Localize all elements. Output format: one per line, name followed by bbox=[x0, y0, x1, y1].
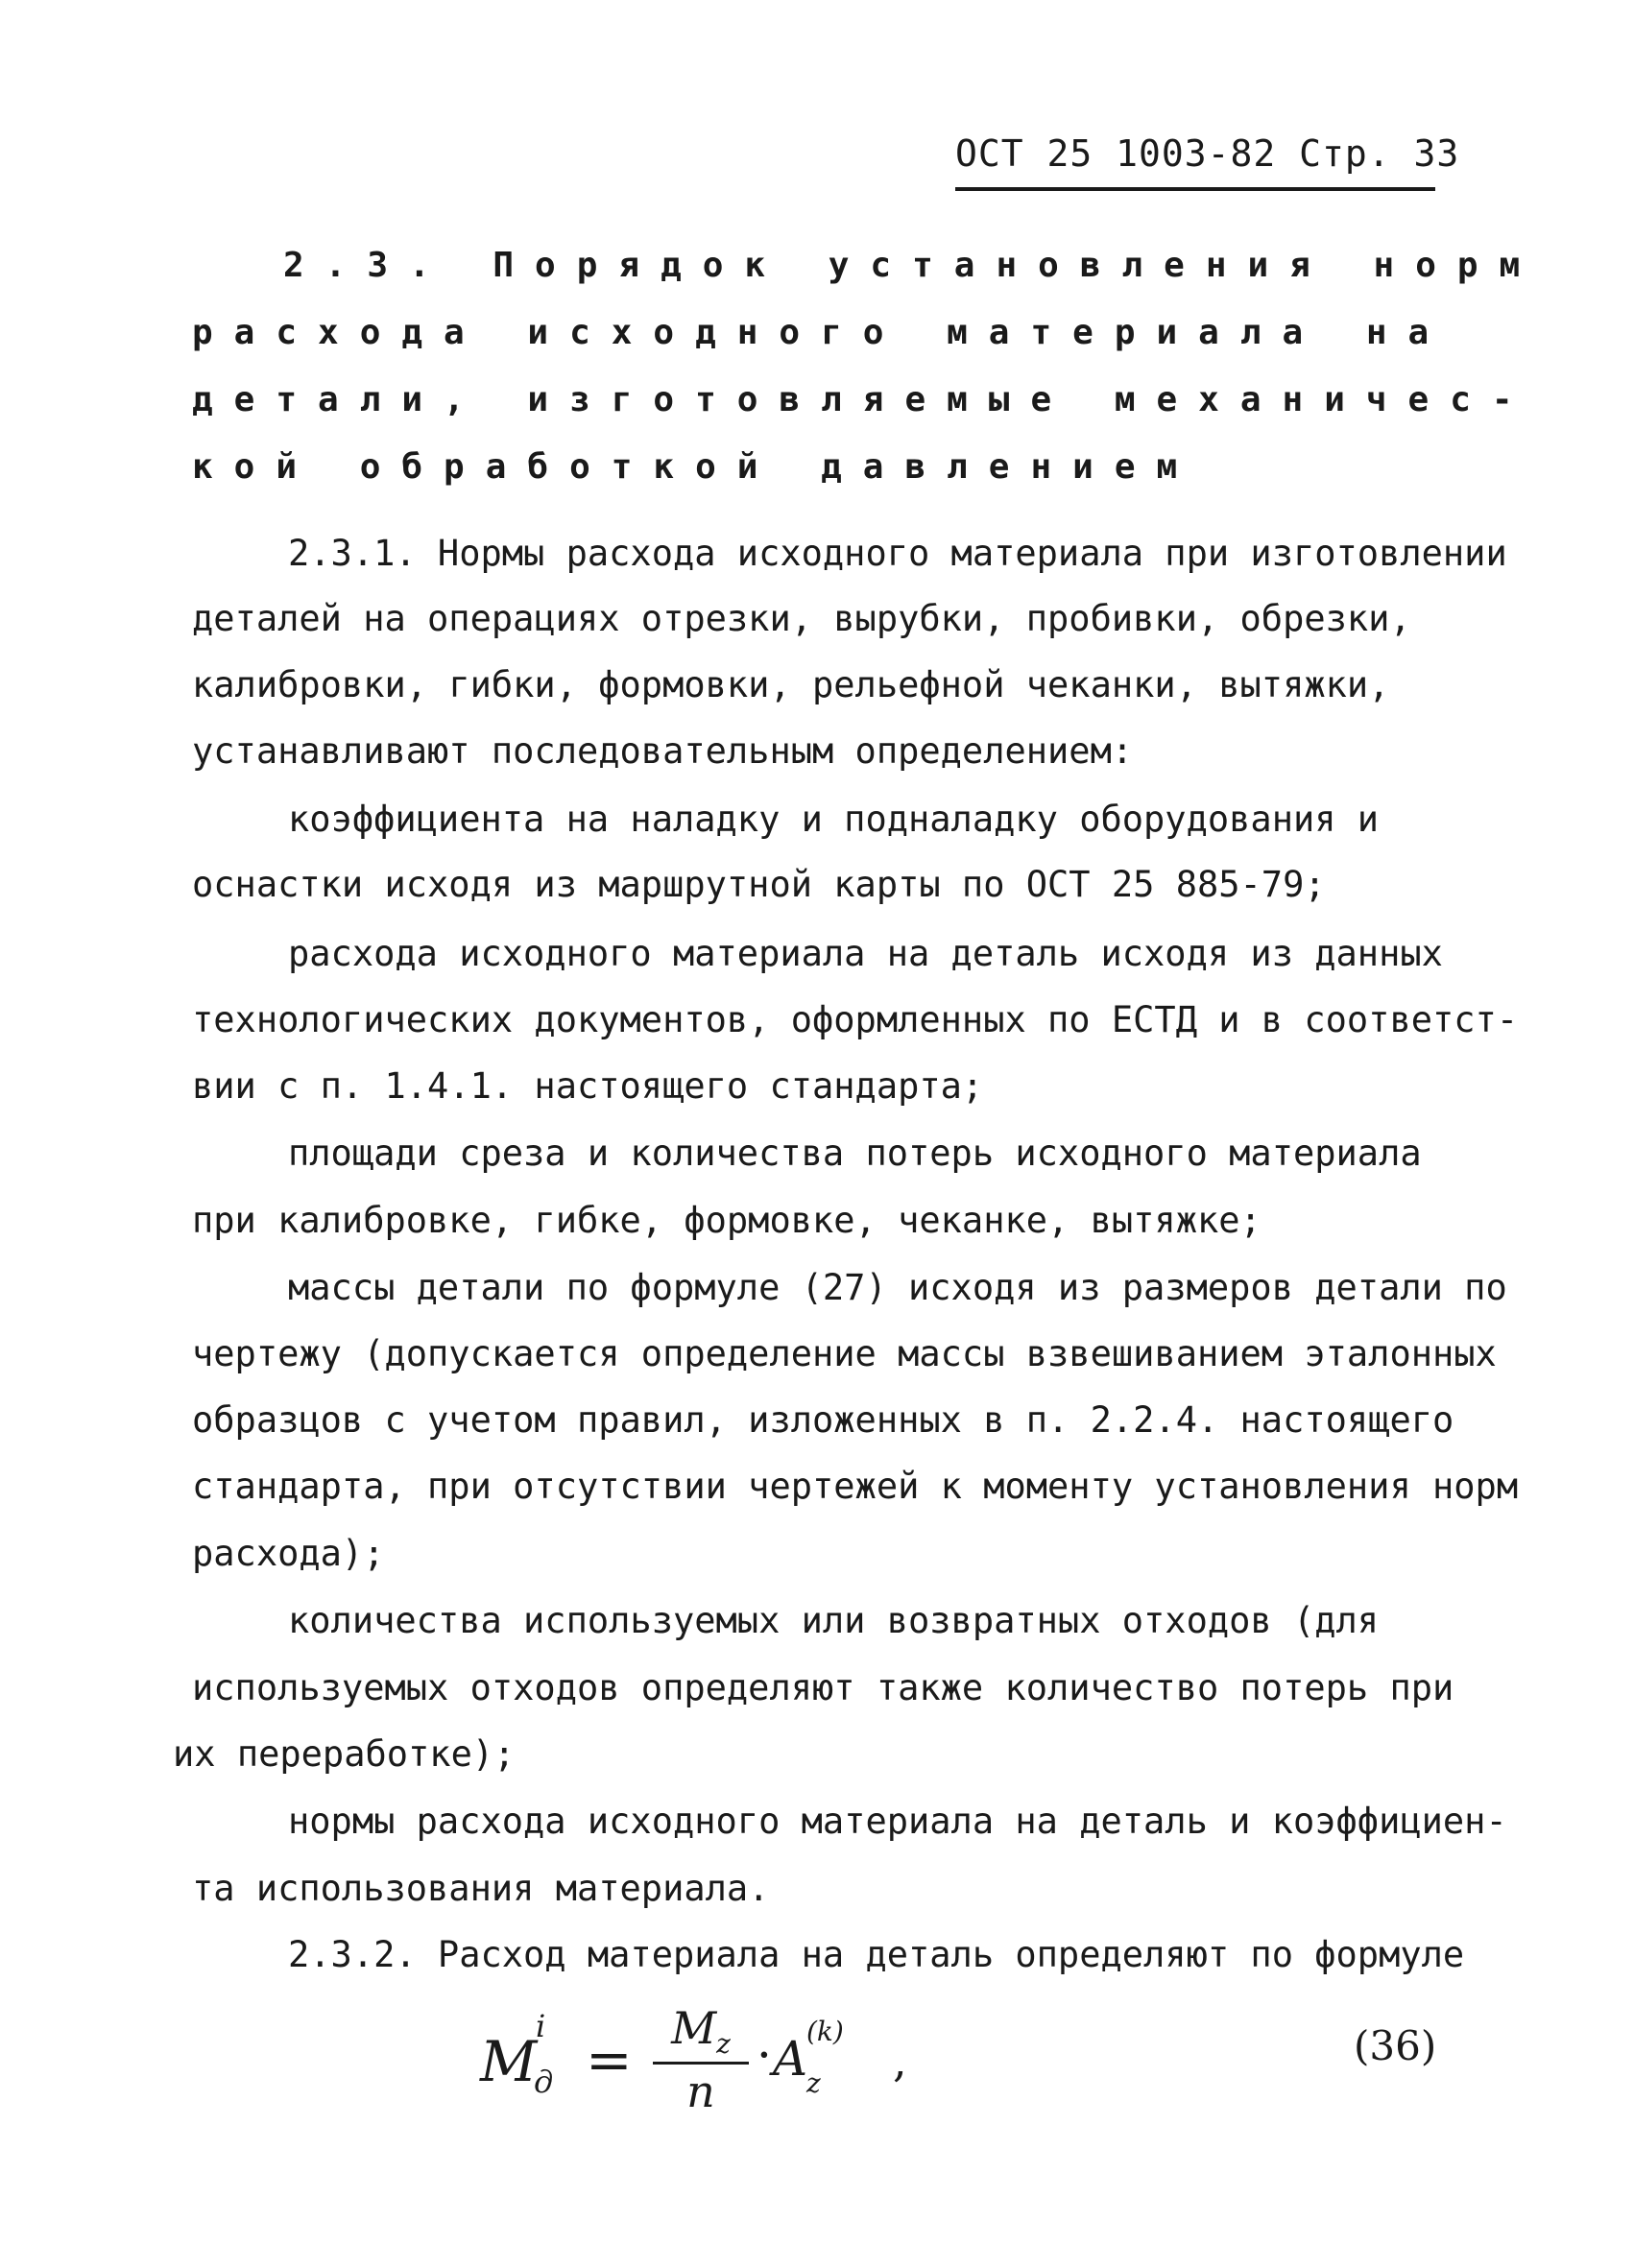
body-line-2: деталей на операциях отрезки, вырубки, пробивки, обрезки, bbox=[192, 598, 1411, 639]
formula-denominator: n bbox=[686, 2065, 715, 2117]
body-line-19: их переработке); bbox=[173, 1733, 516, 1775]
formula-equals: = bbox=[586, 2027, 633, 2092]
body-line-7: расхода исходного материала на деталь исходя из данных bbox=[288, 933, 1443, 974]
body-line-12: массы детали по формуле (27) исходя из размеров детали по bbox=[288, 1267, 1507, 1308]
equation-number: (36) bbox=[1354, 2022, 1437, 2069]
body-line-20: нормы расхода исходного материала на деталь и коэффициен- bbox=[288, 1801, 1507, 1842]
page-header: ОСТ 25 1003-82 Стр. 33 bbox=[955, 132, 1460, 175]
section-title-line-3: детали, изготовляемые механичес- bbox=[192, 380, 1534, 419]
formula-fraction-bar bbox=[653, 2062, 749, 2065]
formula-factor-superscript: (k) bbox=[806, 2016, 844, 2047]
body-line-21: та использования материала. bbox=[192, 1868, 770, 1909]
formula-lhs-superscript: i bbox=[536, 2008, 546, 2044]
body-line-3: калибровки, гибки, формовки, рельефной чеканки, вытяжки, bbox=[192, 664, 1390, 705]
formula-lhs: M bbox=[480, 2029, 538, 2094]
body-line-8: технологических документов, оформленных по ЕСТД и в соответст- bbox=[192, 999, 1519, 1040]
formula-numerator-subscript: z bbox=[716, 2028, 731, 2061]
formula-lhs-subscript: д bbox=[534, 2064, 554, 2100]
formula-trailing-comma: , bbox=[893, 2035, 907, 2087]
body-line-13: чертежу (допускается определение массы взвешиванием эталонных bbox=[192, 1333, 1497, 1374]
formula-numerator bbox=[653, 2002, 749, 2060]
body-line-16: расхода); bbox=[192, 1533, 385, 1574]
body-line-17: количества используемых или возвратных отходов (для bbox=[288, 1600, 1380, 1641]
body-line-4: устанавливают последовательным определением: bbox=[192, 730, 1134, 772]
body-line-9: вии с п. 1.4.1. настоящего стандарта; bbox=[192, 1065, 984, 1107]
body-line-15: стандарта, при отсутствии чертежей к моменту установления норм bbox=[192, 1466, 1519, 1507]
body-line-14: образцов с учетом правил, изложенных в п. 2.2.4. настоящего bbox=[192, 1399, 1454, 1441]
formula-numerator-symbol: M bbox=[671, 2002, 717, 2054]
formula-36 bbox=[480, 2002, 979, 2121]
body-line-18: используемых отходов определяют также количество потерь при bbox=[192, 1667, 1454, 1708]
formula-multiply: · bbox=[757, 2027, 772, 2083]
section-title-line-1: 2.3. Порядок установления норм bbox=[283, 246, 1542, 285]
body-line-11: при калибровке, гибке, формовке, чеканке, вытяжке; bbox=[192, 1200, 1262, 1241]
section-title-line-4: кой обработкой давлением bbox=[192, 447, 1199, 487]
section-title-line-2: расхода исходного материала на bbox=[192, 313, 1451, 352]
body-line-5: коэффициента на наладку и подналадку оборудования и bbox=[288, 799, 1380, 840]
body-line-10: площади среза и количества потерь исходного материала bbox=[288, 1133, 1422, 1174]
formula-factor-subscript: z bbox=[806, 2067, 821, 2099]
formula-factor: A bbox=[773, 2031, 808, 2087]
header-underline bbox=[955, 187, 1435, 191]
body-line-22: 2.3.2. Расход материала на деталь определяют по формуле bbox=[288, 1934, 1465, 1975]
body-line-1: 2.3.1. Нормы расхода исходного материала при изготовлении bbox=[288, 533, 1507, 574]
body-line-6: оснастки исходя из маршрутной карты по ОСТ 25 885-79; bbox=[192, 864, 1326, 905]
